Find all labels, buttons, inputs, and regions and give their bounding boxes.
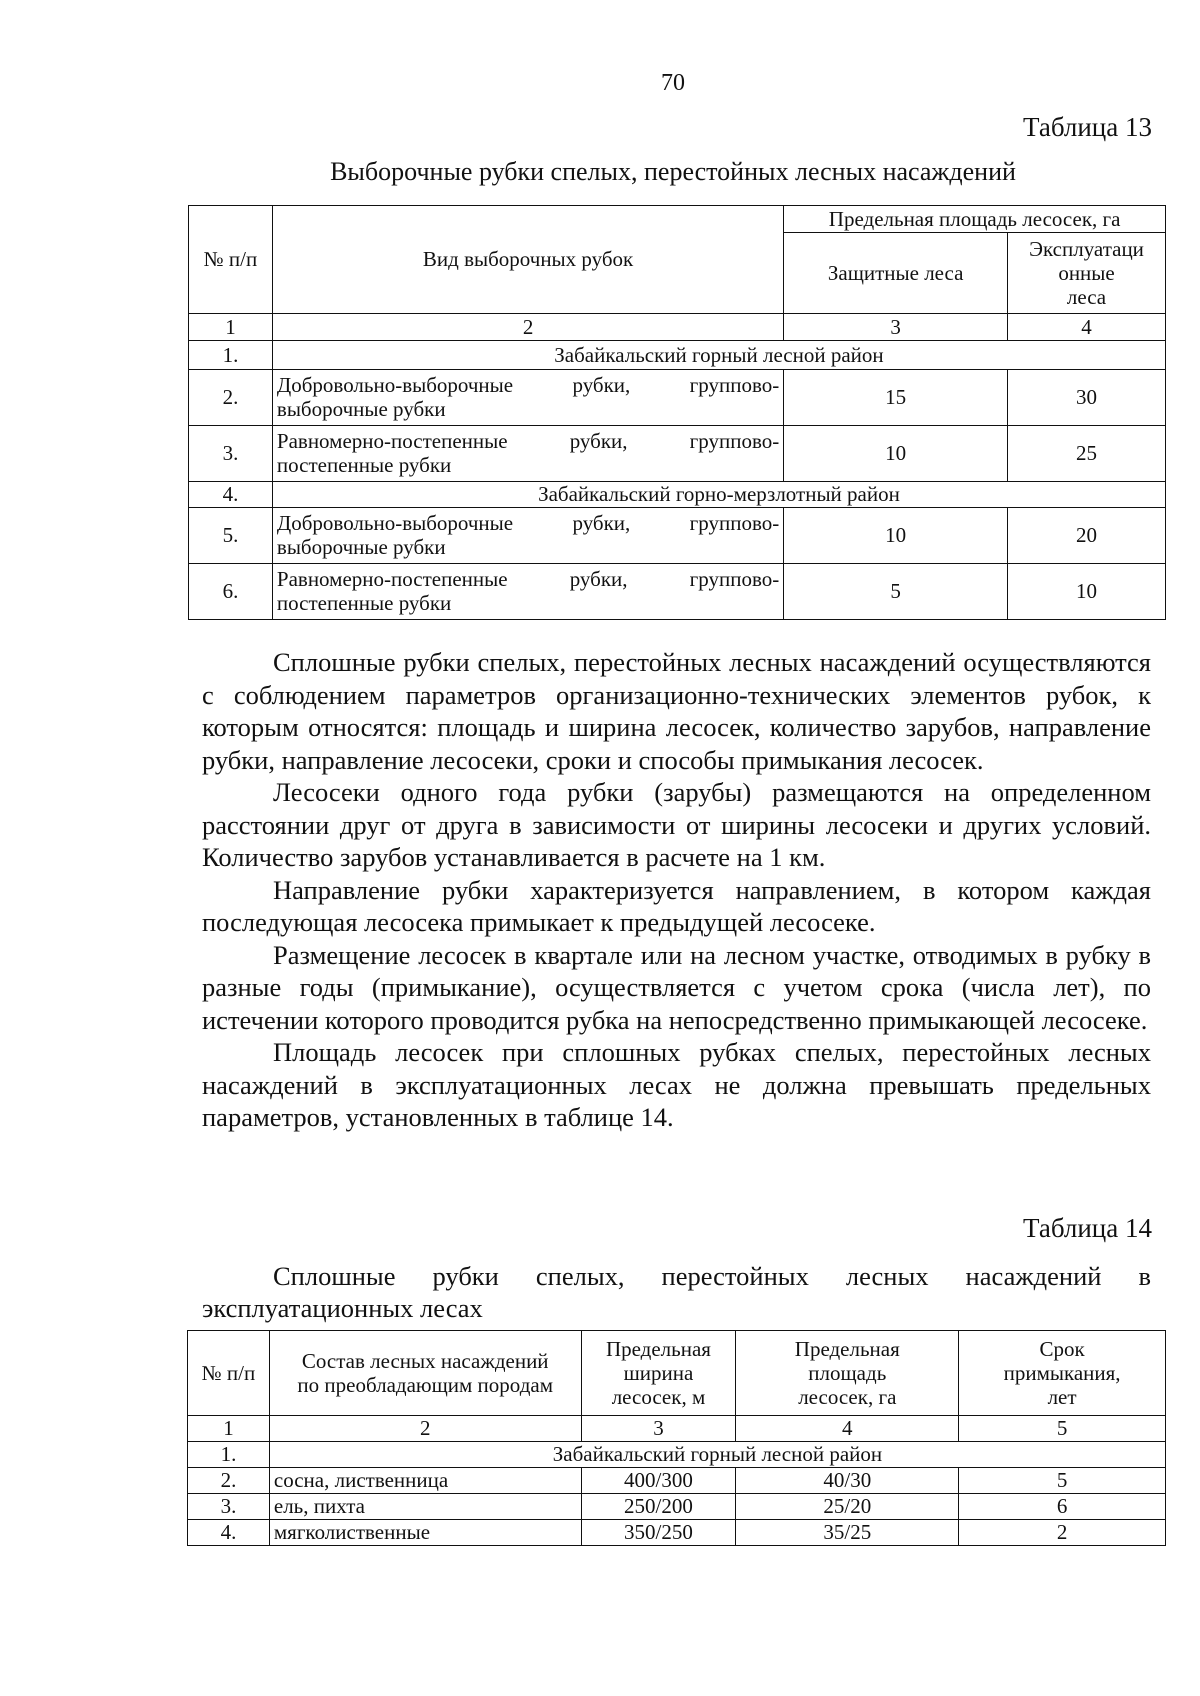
cutting-type-line2: постепенные рубки [276, 590, 452, 615]
width-value: 400/300 [581, 1468, 736, 1494]
table-row [188, 1468, 1166, 1494]
table13-colnum: 4 [1008, 314, 1166, 341]
table14-header-width-line3: лесосек, м [611, 1385, 706, 1410]
cutting-type-line2: выборочные рубки [276, 534, 446, 559]
table13-header-num: № п/п [189, 206, 273, 314]
row-number: 3. [188, 1494, 270, 1520]
cutting-type [272, 564, 783, 620]
table14-header-area [736, 1331, 959, 1416]
protective-value: 10 [784, 508, 1008, 564]
table13-title: Выборочные рубки спелых, перестойных лесных насаждений [330, 157, 1016, 186]
table-row [189, 341, 1166, 370]
table13-header-protective: Защитные леса [784, 233, 1008, 314]
table14-title: Сплошные рубки спелых, перестойных лесных насаждений в эксплуатационных лесах [202, 1261, 1151, 1323]
table14-header-width [581, 1331, 736, 1416]
table13-header-exploit-line3: леса [1066, 285, 1107, 310]
cutting-type [272, 508, 783, 564]
cutting-type-line1: Равномерно-постепенные рубки, группово- [276, 429, 780, 454]
exploit-value: 25 [1008, 426, 1166, 482]
table14-header-width-line2: ширина [623, 1360, 694, 1385]
protective-value: 15 [784, 370, 1008, 426]
area-value: 40/30 [736, 1468, 959, 1494]
paragraph: Лесосеки одного года рубки (зарубы) размещаются на определенном расстоянии друг от друга в зависимости от ширины лесосеки и других условий. Количество зарубов устанавливается в расчете на 1 км. [202, 777, 1151, 872]
table13-header-area-group: Предельная площадь лесосек, га [784, 206, 1166, 233]
page-number: 70 [661, 70, 685, 96]
table14-colnum: 5 [959, 1416, 1166, 1442]
table-row [189, 564, 1166, 620]
table14-header-width-line1: Предельная [605, 1336, 711, 1361]
table13-header-exploit-line1: Эксплуатаци [1029, 236, 1144, 261]
paragraph: Размещение лесосек в квартале или на лесном участке, отводимых в рубку в разные годы (примыкание), осуществляется с учетом срока (числа лет), по истечении которого проводится рубка на непосредственно примыкающей лесосеке. [202, 939, 1151, 1035]
table13-header-exploit-line2: онные [1058, 260, 1115, 285]
table13-header-kind: Вид выборочных рубок [272, 206, 783, 314]
table13 [188, 205, 1166, 620]
paragraph: Площадь лесосек при сплошных рубках спелых, перестойных лесных насаждений в эксплуатационных лесах не должна превышать предельных параметров, установленных в таблице 14. [202, 1037, 1151, 1132]
exploit-value: 20 [1008, 508, 1166, 564]
row-number: 6. [189, 564, 273, 620]
row-number: 4. [189, 482, 273, 508]
row-number: 3. [189, 426, 273, 482]
cutting-type [272, 370, 783, 426]
table14-header-area-line1: Предельная [794, 1336, 900, 1361]
table-row [189, 508, 1166, 564]
table-row [189, 370, 1166, 426]
section-heading: Забайкальский горно-мерзлотный район [272, 482, 1165, 508]
table14-header-term-line1: Срок [1039, 1336, 1085, 1361]
cutting-type-line2: выборочные рубки [276, 396, 446, 421]
body-text [202, 646, 1151, 1134]
protective-value: 5 [784, 564, 1008, 620]
species: ель, пихта [269, 1494, 581, 1520]
table14-label: Таблица 14 [1023, 1213, 1152, 1243]
row-number: 1. [189, 341, 273, 370]
term-value: 2 [959, 1520, 1166, 1546]
row-number: 2. [189, 370, 273, 426]
exploit-value: 30 [1008, 370, 1166, 426]
section-heading: Забайкальский горный лесной район [269, 1442, 1165, 1468]
paragraph: Сплошные рубки спелых, перестойных лесных насаждений осуществляются с соблюдением параметров организационно-технических элементов рубок, к которым относятся: площадь и ширина лесосек, количество зарубов, направление рубки, направление лесосеки, сроки и способы примыкания лесосек. [202, 647, 1151, 775]
cutting-type-line1: Равномерно-постепенные рубки, группово- [276, 567, 780, 592]
table14-colnum: 2 [269, 1416, 581, 1442]
species: сосна, лиственница [269, 1468, 581, 1494]
table14-colnum: 4 [736, 1416, 959, 1442]
width-value: 250/200 [581, 1494, 736, 1520]
table13-colnum: 2 [272, 314, 783, 341]
table-row [188, 1494, 1166, 1520]
section-heading: Забайкальский горный лесной район [272, 341, 1165, 370]
table14 [187, 1330, 1166, 1546]
row-number: 2. [188, 1468, 270, 1494]
table-row [189, 482, 1166, 508]
protective-value: 10 [784, 426, 1008, 482]
term-value: 5 [959, 1468, 1166, 1494]
table14-colnum: 1 [188, 1416, 270, 1442]
row-number: 5. [189, 508, 273, 564]
table14-header-area-line2: площадь [808, 1360, 887, 1385]
area-value: 25/20 [736, 1494, 959, 1520]
area-value: 35/25 [736, 1520, 959, 1546]
table13-header-exploit [1008, 233, 1166, 314]
term-value: 6 [959, 1494, 1166, 1520]
cutting-type-line2: постепенные рубки [276, 452, 452, 477]
table14-header-area-line3: лесосек, га [798, 1385, 897, 1410]
paragraph: Направление рубки характеризуется направлением, в котором каждая последующая лесосека примыкает к предыдущей лесосеке. [202, 874, 1151, 937]
table14-colnum: 3 [581, 1416, 736, 1442]
cutting-type [272, 426, 783, 482]
cutting-type-line1: Добровольно-выборочные рубки, группово- [276, 373, 780, 398]
table14-header-num: № п/п [188, 1331, 270, 1416]
table14-header-composition [269, 1331, 581, 1416]
table14-header-term [959, 1331, 1166, 1416]
species: мягколиственные [269, 1520, 581, 1546]
table14-header-composition-line2: по преобладающим породам [297, 1373, 553, 1397]
table13-colnum: 1 [189, 314, 273, 341]
table-row [188, 1442, 1166, 1468]
table14-header-term-line3: лет [1047, 1385, 1077, 1410]
table13-colnum: 3 [784, 314, 1008, 341]
width-value: 350/250 [581, 1520, 736, 1546]
table-row [189, 426, 1166, 482]
table14-header-composition-line1: Состав лесных насаждений [301, 1348, 549, 1373]
table13-label: Таблица 13 [1023, 112, 1152, 142]
row-number: 1. [188, 1442, 270, 1468]
cutting-type-line1: Добровольно-выборочные рубки, группово- [276, 511, 780, 536]
row-number: 4. [188, 1520, 270, 1546]
exploit-value: 10 [1008, 564, 1166, 620]
table14-header-term-line2: примыкания, [1003, 1360, 1121, 1385]
table-row [188, 1520, 1166, 1546]
